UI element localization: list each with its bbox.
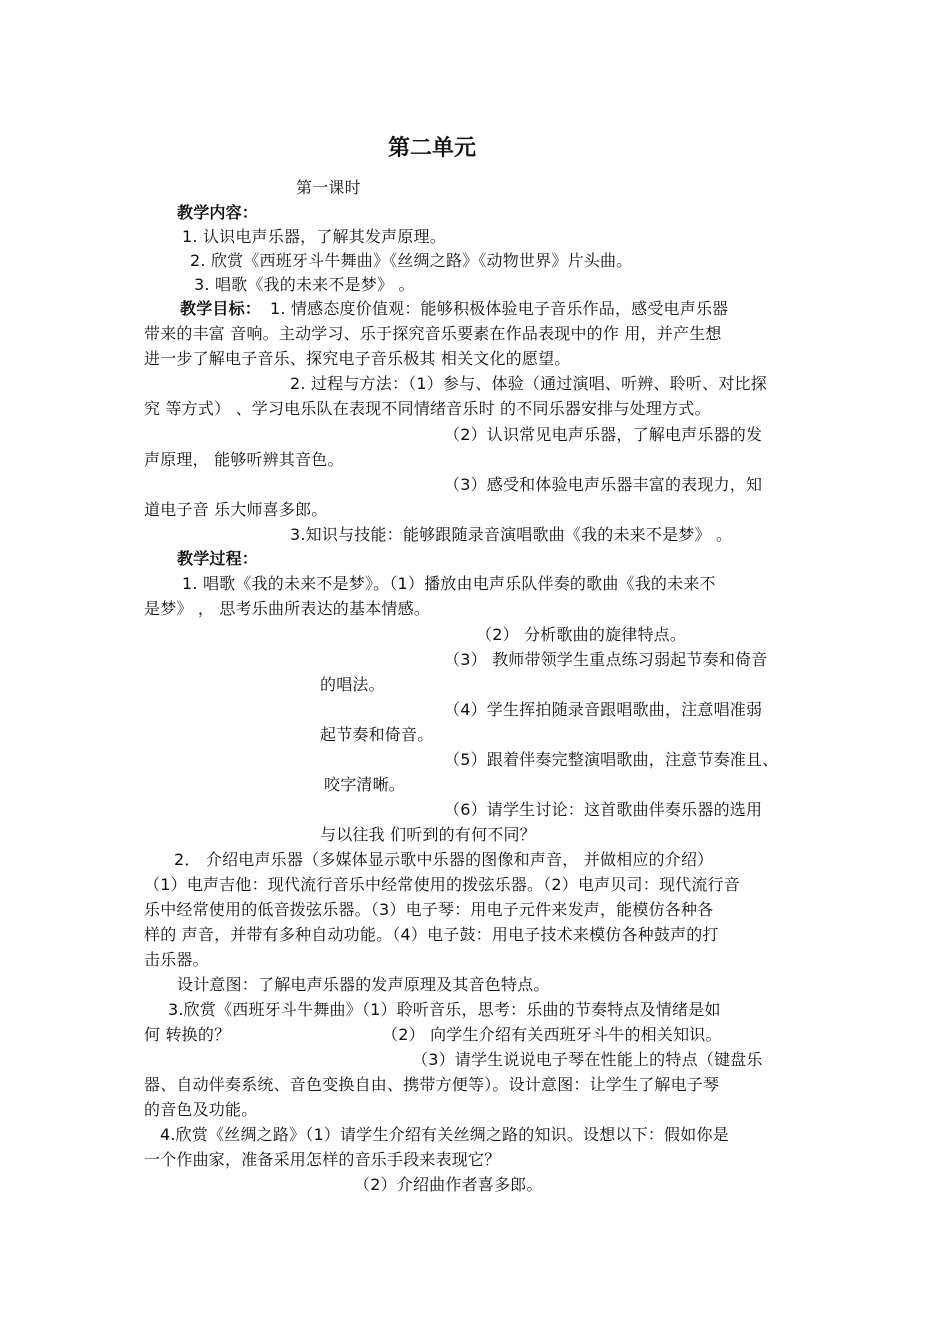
process-line: 3.欣赏《西班牙斗牛舞曲》（1）聆听音乐，思考：乐曲的节奏特点及情绪是如 [168,1000,721,1019]
content-item: 3. 唱歌《我的未来不是梦》 。 [194,275,415,294]
process-line: （3） 教师带领学生重点练习弱起节奏和倚音 [444,650,768,669]
goals-line: 究 等方式） 、学习电乐队在表现不同情绪音乐时 的不同乐器安排与处理方式。 [144,399,711,418]
process-line: 的唱法。 [320,675,385,694]
process-line: 样的 声音，并带有多种自动功能。（4）电子鼓：用电子技术来模仿各种鼓声的打 [144,925,719,944]
goals-line: （3）感受和体验电声乐器丰富的表现力，知 [444,475,763,494]
process-line: 起节奏和倚音。 [320,725,434,744]
goals-line: 进一步了解电子音乐、探究电子音乐极其 相关文化的愿望。 [144,349,571,368]
process-line: （6）请学生讨论：这首歌曲伴奏乐器的选用 [444,800,763,819]
process-line: 乐中经常使用的低音拨弦乐器。（3）电子琴：用电子元件来发声，能模仿各种各 [144,900,714,919]
content-item: 2. 欣赏《西班牙斗牛舞曲》《丝绸之路》《动物世界》片头曲。 [190,251,633,270]
process-line: 一个作曲家，准备采用怎样的音乐手段来表现它？ [144,1150,501,1169]
process-line: （4）学生挥拍随录音跟唱歌曲，注意唱准弱 [444,700,763,719]
process-line: 是梦》 ， 思考乐曲所表达的基本情感。 [144,599,430,618]
process-line: （2） 向学生介绍有关西班牙斗牛的相关知识。 [382,1025,722,1044]
goals-line: （2）认识常见电声乐器，了解电声乐器的发 [444,425,763,444]
process-line: 设计意图：了解电声乐器的发声原理及其音色特点。 [177,975,550,994]
goals-line: 带来的丰富 音响。主动学习、乐于探究音乐要素在作品表现中的作 用，并产生想 [144,324,722,343]
process-line: 器、自动伴奏系统、音色变换自由、携带方便等）。设计意图：让学生了解电子琴 [144,1075,720,1094]
process-line: （3）请学生说说电子琴在性能上的特点（键盘乐 [412,1050,763,1069]
goals-heading: 教学目标： [180,299,262,318]
process-line: 2． 介绍电声乐器（多媒体显示歌中乐器的图像和声音， 并做相应的介绍） [174,850,714,869]
process-line: 1. 唱歌《我的未来不是梦》。（1）播放由电声乐队伴奏的歌曲《我的未来不 [182,574,716,593]
process-line: 4.欣赏《丝绸之路》（1）请学生介绍有关丝绸之路的知识。设想以下：假如你是 [160,1125,729,1144]
process-line: 与以往我 们听到的有何不同？ [320,825,536,844]
process-line: （5）跟着伴奏完整演唱歌曲，注意节奏准且、 [444,750,779,769]
process-line: （2）介绍曲作者喜多郎。 [354,1175,543,1194]
process-heading: 教学过程： [177,549,259,568]
process-line: （2） 分析歌曲的旋律特点。 [476,625,687,644]
goals-line: 1. 情感态度价值观：能够积极体验电子音乐作品，感受电声乐器 [270,299,729,318]
page-title: 第二单元 [388,136,477,161]
goals-line: 3.知识与技能：能够跟随录音演唱歌曲《我的未来不是梦》 。 [290,525,733,544]
goals-line: 道电子音 乐大师喜多郎。 [144,500,328,519]
goals-line: 2. 过程与方法：（1）参与、体验（通过演唱、听辨、聆听、对比探 [290,374,767,393]
process-line: 击乐器。 [144,950,209,969]
process-line: （1）电声吉他：现代流行音乐中经常使用的拨弦乐器。（2）电声贝司：现代流行音 [144,875,740,894]
process-line: 的音色及功能。 [144,1100,258,1119]
lesson-subtitle: 第一课时 [296,178,361,197]
content-item: 1. 认识电声乐器，了解其发声原理。 [182,227,446,246]
process-line: 咬字清晰。 [324,775,406,794]
goals-line: 声原理， 能够听辨其音色。 [144,450,344,469]
content-heading: 教学内容： [177,203,259,222]
process-line: 何 转换的？ [144,1025,231,1044]
